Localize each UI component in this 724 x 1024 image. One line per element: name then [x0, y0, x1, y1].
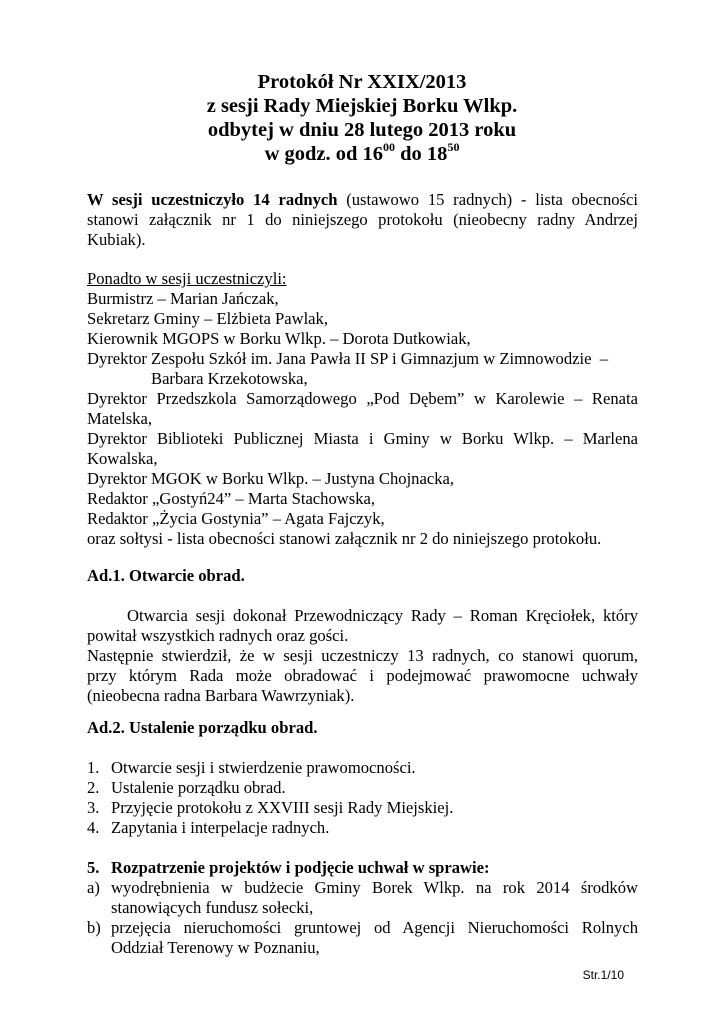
ad1-line: powitał wszystkich radnych oraz gości.	[87, 626, 349, 645]
ad2-section	[87, 718, 638, 958]
ad1-line: Otwarcia sesji dokonał Przewodniczący Rady – Roman Kręciołek, który	[127, 606, 638, 625]
ad1-line: Następnie stwierdził, że w sesji uczestniczy 13 radnych, co stanowi quorum,	[87, 646, 638, 665]
participants-section	[87, 269, 638, 549]
participant-line: Dyrektor MGOK w Borku Wlkp. – Justyna Chojnacka,	[87, 469, 455, 488]
participant-line: Barbara Krzekotowska,	[151, 369, 308, 388]
agenda-item: 1. Otwarcie sesji i stwierdzenie prawomocności.	[87, 758, 416, 777]
attendance-count: W sesji uczestniczyło 14 radnych	[87, 190, 338, 209]
agenda-subitem: b) przejęcia nieruchomości gruntowej od Agencji Nieruchomości Rolnych Oddział Terenowy w Poznaniu,	[87, 918, 638, 957]
ad1-line: przy którym Rada może obradować i podejmować prawomocne uchwały	[87, 666, 638, 685]
participant-line: Kierownik MGOPS w Borku Wlkp. – Dorota Dutkowiak,	[87, 329, 471, 348]
title-time-start-minutes: 00	[383, 140, 396, 154]
ad1-line: (nieobecna radna Barbara Wawrzyniak).	[87, 686, 355, 705]
participant-line: Redaktor „Życia Gostynia” – Agata Fajczyk,	[87, 509, 385, 528]
participant-line: oraz sołtysi - lista obecności stanowi załącznik nr 2 do niniejszego protokołu.	[87, 529, 602, 548]
agenda-item-5: 5. Rozpatrzenie projektów i podjęcie uchwał w sprawie:	[87, 858, 490, 877]
title-line-3: odbytej w dniu 28 lutego 2013 roku	[207, 119, 517, 141]
participant-line: Dyrektor Zespołu Szkół im. Jana Pawła II SP i Gimnazjum w Zimnowodzie –	[87, 349, 609, 368]
participant-line: Kowalska,	[87, 449, 158, 468]
agenda-list	[87, 758, 638, 878]
ad2-heading: Ad.2. Ustalenie porządku obrad.	[87, 718, 318, 737]
agenda-item: 2. Ustalenie porządku obrad.	[87, 778, 286, 797]
participant-line: Sekretarz Gminy – Elżbieta Pawlak,	[87, 309, 328, 328]
participant-line: Matelska,	[87, 409, 152, 428]
agenda-subitem: a) wyodrębnienia w budżecie Gminy Borek Wlkp. na rok 2014 środków stanowiących fundusz sołecki,	[87, 878, 638, 917]
participant-line: Dyrektor Biblioteki Publicznej Miasta i Gminy w Borku Wlkp. – Marlena	[87, 429, 638, 448]
title-line-2: z sesji Rady Miejskiej Borku Wlkp.	[206, 95, 518, 117]
attendance-paragraph	[87, 190, 638, 250]
participant-line: Burmistrz – Marian Jańczak,	[87, 289, 279, 308]
attendance-line-3: Kubiak).	[87, 230, 146, 249]
title-time-end: do 18	[395, 143, 448, 165]
title-time-end-minutes: 50	[447, 140, 460, 154]
title-line-4	[0, 142, 724, 166]
participant-line: Redaktor „Gostyń24” – Marta Stachowska,	[87, 489, 376, 508]
ad1-heading: Ad.1. Otwarcie obrad.	[87, 566, 245, 585]
title-time-start: w godz. od 16	[264, 143, 384, 165]
agenda-item: 3. Przyjęcie protokołu z XXVIII sesji Rady Miejskiej.	[87, 798, 454, 817]
participants-heading: Ponadto w sesji uczestniczyli:	[87, 269, 287, 288]
title-line-1: Protokół Nr XXIX/2013	[257, 71, 467, 93]
document-title	[0, 70, 724, 166]
agenda-subitems	[87, 878, 638, 958]
participant-line: Dyrektor Przedszkola Samorządowego „Pod Dębem” w Karolewie – Renata	[87, 389, 638, 408]
page-number: Str.1/10	[582, 968, 624, 982]
attendance-line-2: stanowi załącznik nr 1 do niniejszego protokołu (nieobecny radny Andrzej	[87, 210, 638, 229]
ad1-section	[87, 566, 638, 706]
agenda-item: 4. Zapytania i interpelacje radnych.	[87, 818, 330, 837]
attendance-line-1: W sesji uczestniczyło 14 radnych (ustawowo 15 radnych) - lista obecności	[87, 190, 638, 209]
